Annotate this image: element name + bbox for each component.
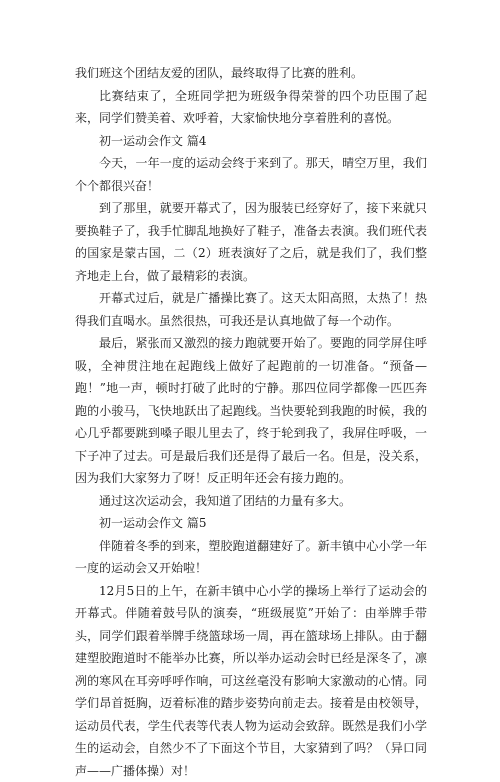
- paragraph-2: 比赛结束了，全班同学把为班级争得荣誉的四个功臣围了起来，同学们赞美着、欢呼着，大家愉快地分享着胜利的喜悦。: [75, 85, 427, 130]
- document-body: [75, 62, 427, 782]
- paragraph-9: 12月5日的上午，在新丰镇中心小学的操场上举行了运动会的开幕式。伴随着鼓号队的演奏，“班级展览”开始了：由举牌手带头，同学们跟着举牌手绕篮球场一周，再在篮球场上排队。由于翻建塑胶跑道时不能举办比赛，所以举办运动会时已经是深冬了，凛冽的寒风在耳旁呼呼作响，可这丝毫没有影响大家激动的心情。同学们昂首挺胸，迈着标准的踏步姿势向前走去。接着是由校领导，运动员代表，学生代表等代表人物为运动会致辞。既然是我们小学生的运动会，自然少不了下面这个节目，大家猜到了吗？（异口同声——广播体操）对！: [75, 580, 427, 782]
- section-heading-4: 初一运动会作文 篇4: [75, 130, 427, 153]
- paragraph-1: 我们班这个团结友爱的团队，最终取得了比赛的胜利。: [75, 62, 427, 85]
- paragraph-3: 今天，一年一度的运动会终于来到了。那天，晴空万里，我们个个都很兴奋！: [75, 152, 427, 197]
- paragraph-5: 开幕式过后，就是广播操比赛了。这天太阳高照，太热了！热得我们直喝水。虽然很热，可我还是认真地做了每一个动作。: [75, 287, 427, 332]
- section-heading-5: 初一运动会作文 篇5: [75, 512, 427, 535]
- paragraph-7: 通过这次运动会，我知道了团结的力量有多大。: [75, 490, 427, 513]
- paragraph-4: 到了那里，就要开幕式了，因为服装已经穿好了，接下来就只要换鞋子了，我手忙脚乱地换好了鞋子，准备去表演。我们班代表的国家是蒙古国，二（2）班表演好了之后，就是我们了，我们整齐地走上台，做了最精彩的表演。: [75, 197, 427, 287]
- paragraph-6: 最后，紧张而又激烈的接力跑就要开始了。要跑的同学屏住呼吸，全神贯注地在起跑线上做好了起跑前的一切准备。“预备—跑！”地一声，顿时打破了此时的宁静。那四位同学都像一匹匹奔跑的小骏马，飞快地跃出了起跑线。当快要轮到我跑的时候，我的心几乎都要跳到嗓子眼儿里去了，终于轮到我了，我屏住呼吸，一下子冲了过去。可是最后我们还是得了最后一名。但是，没关系，因为我们大家努力了呀！反正明年还会有接力跑的。: [75, 332, 427, 490]
- paragraph-8: 伴随着冬季的到来，塑胶跑道翻建好了。新丰镇中心小学一年一度的运动会又开始啦！: [75, 535, 427, 580]
